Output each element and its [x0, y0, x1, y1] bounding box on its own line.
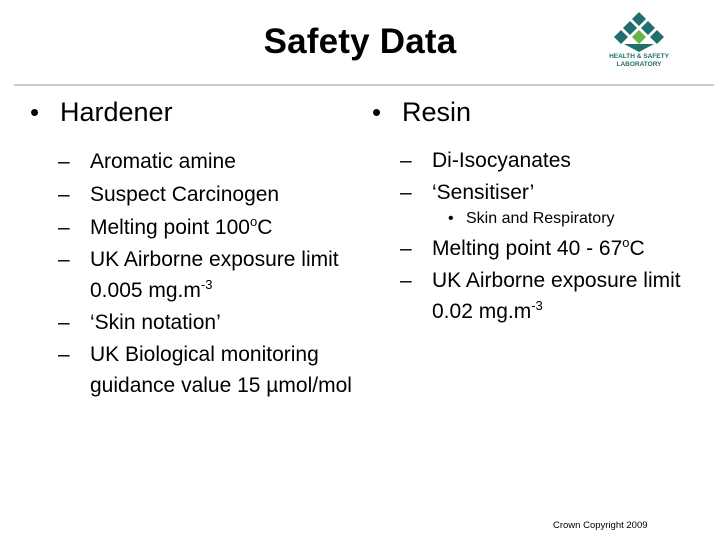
- resin-list-continued: [372, 233, 702, 327]
- slide-title: Safety Data: [263, 22, 457, 61]
- item-text: UK Biological monitoring guidance value 15 µmol/mol: [90, 343, 352, 397]
- item-text: ‘Sensitiser’: [432, 181, 535, 204]
- item-text: Melting point 100: [90, 216, 250, 239]
- list-item: [372, 233, 702, 265]
- logo-label-line1: HEALTH & SAFETY: [609, 53, 669, 60]
- hardener-heading-text: Hardener: [60, 97, 173, 127]
- item-superscript: -3: [200, 277, 213, 292]
- item-suffix: C: [629, 237, 645, 260]
- logo-label: [598, 53, 680, 69]
- item-text: Melting point 40 - 67: [432, 237, 623, 260]
- resin-heading: [372, 95, 702, 129]
- item-text: Di-Isocyanates: [432, 149, 571, 172]
- item-text: UK Airborne exposure limit 0.02 mg.m: [432, 269, 681, 323]
- list-item: [30, 145, 370, 178]
- hardener-column: [30, 95, 370, 401]
- list-item: [30, 339, 370, 401]
- bullet-icon: •: [372, 97, 382, 127]
- dash-icon: –: [400, 149, 412, 172]
- resin-sublist: [372, 207, 702, 231]
- resin-column: [372, 95, 702, 327]
- copyright-notice: Crown Copyright 2009: [553, 520, 648, 531]
- logo-label-line2: LABORATORY: [616, 61, 662, 68]
- dash-icon: –: [400, 269, 412, 292]
- hardener-heading: [30, 95, 370, 129]
- list-item: [372, 265, 702, 327]
- resin-heading-text: Resin: [402, 97, 472, 127]
- item-suffix: C: [257, 216, 273, 239]
- item-superscript: o: [622, 235, 630, 250]
- dash-icon: –: [58, 150, 70, 173]
- list-subitem: [372, 207, 702, 231]
- dash-icon: –: [400, 237, 412, 260]
- small-bullet-icon: •: [448, 210, 454, 227]
- title-divider: [14, 84, 714, 86]
- dash-icon: –: [58, 311, 70, 334]
- item-text: Suspect Carcinogen: [90, 183, 280, 206]
- item-text: UK Airborne exposure limit 0.005 mg.m: [90, 248, 339, 302]
- dash-icon: –: [400, 181, 412, 204]
- list-item: [30, 244, 370, 306]
- list-item: [372, 145, 702, 177]
- item-text: Aromatic amine: [90, 150, 236, 173]
- list-item: [30, 211, 370, 244]
- list-item: [30, 306, 370, 339]
- bullet-icon: •: [30, 97, 40, 127]
- item-superscript: o: [249, 214, 258, 229]
- list-item: [30, 178, 370, 211]
- hardener-list: [30, 145, 370, 401]
- dash-icon: –: [58, 216, 70, 239]
- dash-icon: –: [58, 183, 70, 206]
- list-item: [372, 177, 702, 209]
- item-text: ‘Skin notation’: [90, 311, 221, 334]
- resin-list: [372, 145, 702, 209]
- dash-icon: –: [58, 248, 70, 271]
- item-superscript: -3: [531, 298, 543, 313]
- dash-icon: –: [58, 343, 70, 366]
- subitem-text: Skin and Respiratory: [466, 210, 615, 227]
